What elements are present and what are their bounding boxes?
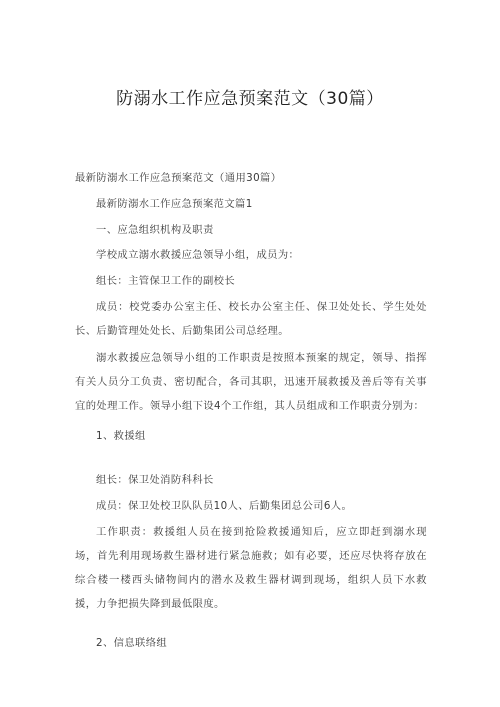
paragraph-team-leader: 组长：主管保卫工作的副校长 [96, 275, 236, 287]
document-title: 防溺水工作应急预案范文（30篇） [116, 89, 384, 109]
paragraph-section-heading: 最新防溺水工作应急预案范文篇1 [96, 198, 253, 210]
paragraph-rescue-duties: 工作职责：救援组人员在接到抢险救援通知后，应立即赶到溺水现场，首先利用现场救生器材进行紧急施救；如有必要，还应尽快将存放在综合楼一楼西头储物间内的潜水及救生器材调到现场，组织人员下水救援，力争把损失降到最低限度。 [75, 526, 427, 610]
paragraph-liaison-group: 2、信息联络组 [96, 637, 168, 649]
paragraph-heading-org: 一、应急组织机构及职责 [96, 224, 214, 236]
paragraph-team-duties: 溺水救援应急领导小组的工作职责是按照本预案的规定，领导、指挥有关人员分工负责、密切配合，各司其职，迅速开展救援及善后等有关事宜的处理工作。领导小组下设4个工作组，其人员组成和工作职责分别为： [75, 352, 427, 412]
paragraph-subtitle: 最新防溺水工作应急预案范文（通用30篇） [75, 172, 282, 184]
paragraph-rescue-group: 1、救援组 [96, 430, 146, 442]
paragraph-team-members: 成员：校党委办公室主任、校长办公室主任、保卫处处长、学生处处长、后勤管理处处长、后勤集团公司总经理。 [75, 301, 427, 337]
paragraph-rescue-leader: 组长：保卫处消防科科长 [96, 474, 214, 486]
paragraph-rescue-members: 成员：保卫处校卫队队员10人、后勤集团总公司6人。 [96, 500, 353, 512]
paragraph-team-intro: 学校成立溺水救援应急领导小组，成员为： [96, 249, 300, 261]
